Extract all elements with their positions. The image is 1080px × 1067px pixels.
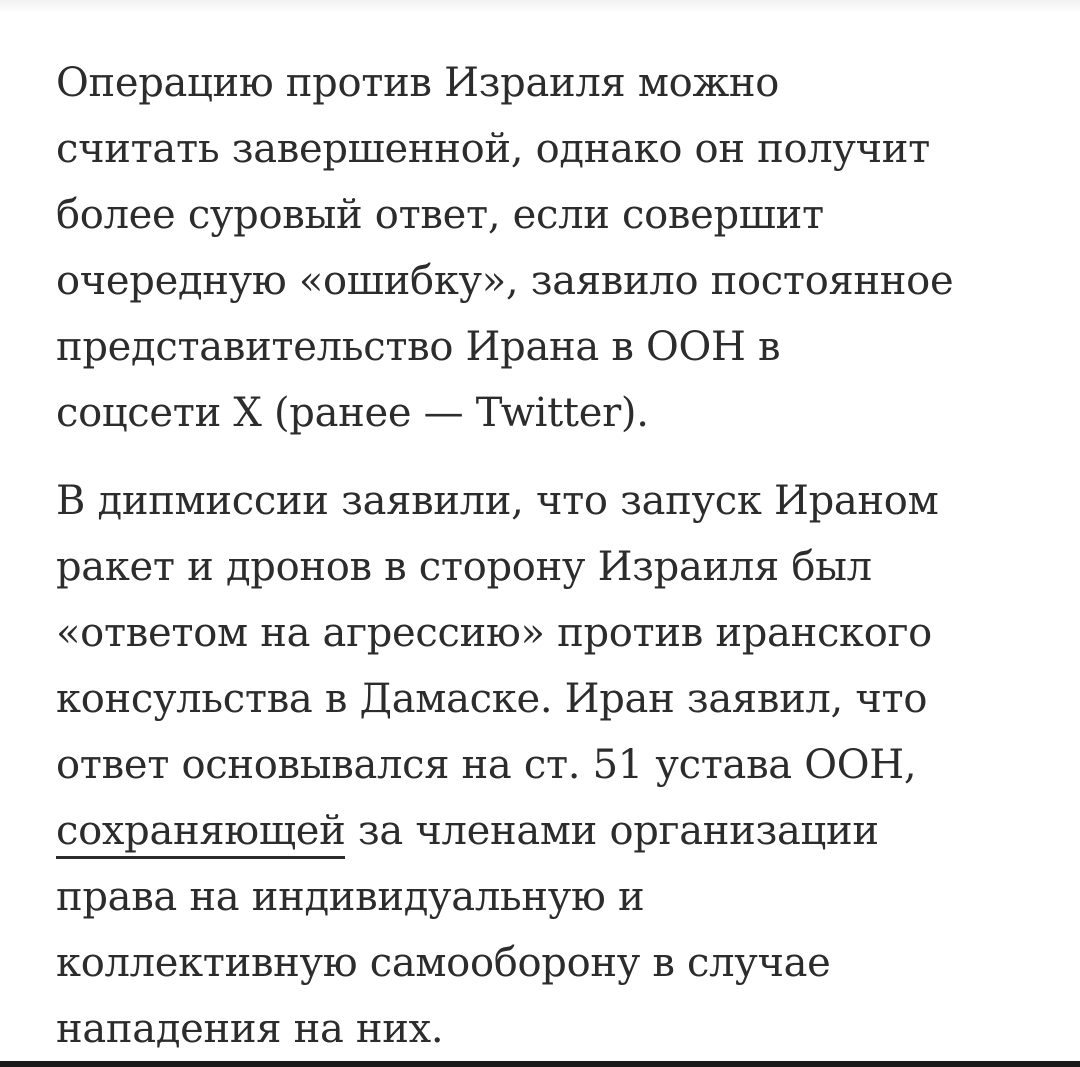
- text-line: нападения на них.: [56, 1006, 444, 1052]
- inline-article-link[interactable]: сохраняющей: [56, 808, 345, 859]
- bottom-navigation-bar: [0, 1061, 1080, 1067]
- text-line: консульства в Дамаске. Иран заявил, что: [56, 676, 928, 722]
- text-line: очередную «ошибку», заявило постоянное: [56, 258, 954, 304]
- paragraph-2: [56, 468, 1046, 1062]
- text-line: считать завершенной, однако он получит: [56, 126, 930, 172]
- link-line-rest: за членами организации: [345, 808, 879, 854]
- text-line: права на индивидуальную и: [56, 874, 645, 920]
- paragraph-1: [56, 50, 1046, 446]
- text-line: В дипмиссии заявили, что запуск Ираном: [56, 478, 939, 524]
- text-line: соцсети X (ранее — Twitter).: [56, 390, 649, 436]
- article-body: [56, 50, 1046, 1067]
- text-line: ответ основывался на ст. 51 устава ООН,: [56, 742, 917, 788]
- text-line-with-link: [56, 798, 1046, 864]
- text-line: ракет и дронов в сторону Израиля был: [56, 544, 872, 590]
- text-line: «ответом на агрессию» против иранского: [56, 610, 932, 656]
- top-shadow: [0, 0, 1080, 14]
- text-line: более суровый ответ, если совершит: [56, 192, 824, 238]
- text-line: коллективную самооборону в случае: [56, 940, 831, 986]
- text-line: представительство Ирана в ООН в: [56, 324, 781, 370]
- text-line: Операцию против Израиля можно: [56, 60, 780, 106]
